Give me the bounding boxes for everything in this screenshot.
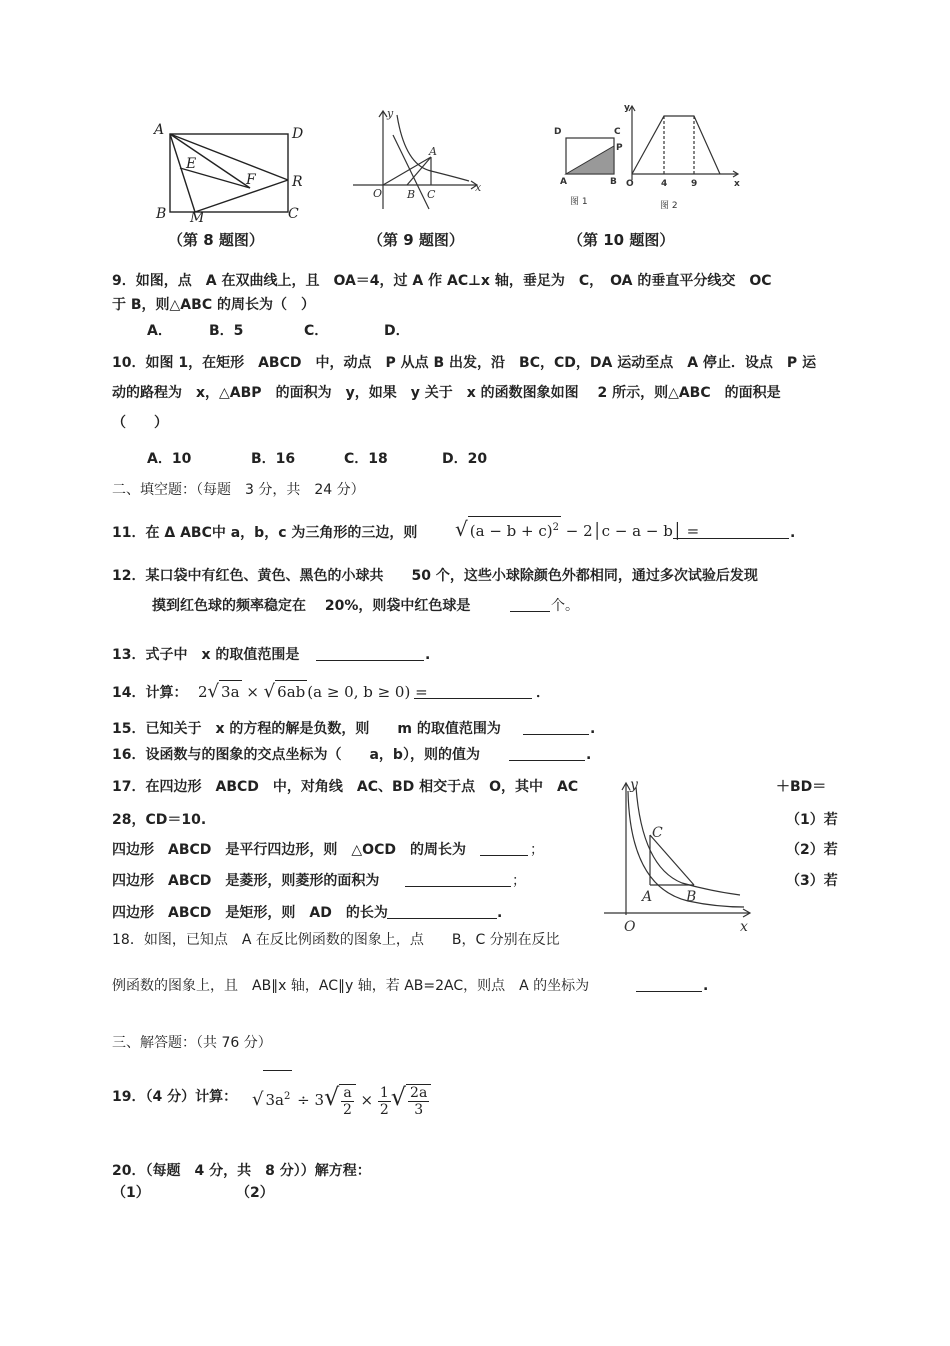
q9-option-b: B．5: [209, 323, 244, 339]
q19-times: ×: [360, 1091, 374, 1109]
q11-radicand: (a − b + c): [469, 522, 553, 540]
figure-10-caption: （第 10 题图）: [568, 231, 675, 249]
q11-tail: − 2│c − a − b│ =: [560, 522, 700, 540]
q19-f1-den: 2: [343, 1102, 352, 1118]
q17-line4-end: ；: [512, 873, 526, 889]
q17-line1-right: ＋BD＝: [776, 779, 827, 795]
q15-blank[interactable]: [523, 720, 589, 740]
q9-option-a: A．: [147, 323, 172, 339]
q9-option-c: C．: [304, 323, 329, 339]
q19-f2-den: 2: [379, 1101, 389, 1118]
q14-cond: (a ≥ 0, b ≥ 0) =: [307, 683, 428, 701]
q17-line2: 28，CD＝10.: [112, 812, 207, 828]
q14-end: ．: [536, 685, 550, 701]
q20-part2: （2）: [236, 1185, 274, 1201]
q19-f3-num: 2a: [410, 1085, 428, 1101]
q12-end: 个。: [551, 598, 579, 614]
q12-blank[interactable]: [510, 597, 550, 617]
q16-blank[interactable]: [509, 746, 585, 766]
figure-8-caption: （第 8 题图）: [168, 231, 264, 249]
sqrt-sign: √: [252, 1089, 264, 1110]
q16-end: .: [586, 747, 592, 763]
q17-blank-3[interactable]: [387, 904, 497, 924]
label-x: x: [475, 181, 482, 194]
label-P: P: [616, 143, 623, 153]
sqrt-sign: √: [207, 681, 220, 702]
q17-line5: 四边形 ABCD 是矩形，则 AD 的长为: [112, 905, 388, 921]
label-O: O: [373, 187, 383, 200]
label-C: C: [427, 188, 436, 201]
q11-sup: 2: [552, 522, 559, 533]
q14-coef: 2: [198, 683, 208, 701]
label-x: x: [740, 919, 748, 935]
q14-r1: 3a: [219, 680, 242, 703]
q17-line4: 四边形 ABCD 是菱形，则菱形的面积为: [112, 873, 380, 889]
figure-9: [345, 105, 485, 215]
section-3-heading: 三、解答题：（共 76 分）: [112, 1035, 272, 1051]
q11-prefix: 11．在 Δ ABC中 a，b，c 为三角形的三边，则: [112, 525, 418, 541]
q10-line2: 动的路程为 x，△ABP 的面积为 y，如果 y 关于 x 的函数图象如图 2 所示，则△ABC 的面积是: [112, 385, 781, 401]
q10-line1: 10．如图 1，在矩形 ABCD 中，动点 P 从点 B 出发，沿 BC，CD，DA 运动至点 A 停止．设点 P 运: [112, 355, 817, 371]
q19-f3-den: 3: [414, 1102, 424, 1118]
q17-line1: 17．在四边形 ABCD 中，对角线 AC、BD 相交于点 O，其中 AC: [112, 779, 579, 795]
q15-end: .: [590, 721, 596, 737]
figure-10: [548, 98, 753, 213]
label-B: B: [407, 188, 416, 201]
label-C: C: [288, 206, 299, 222]
q9-line2: 于 B，则△ABC 的周长为（ ）: [112, 297, 315, 313]
q14-times: ×: [246, 683, 259, 701]
q14-expression: [198, 680, 428, 703]
q11-expression: [455, 516, 699, 542]
label-A: A: [154, 122, 165, 138]
q13-blank[interactable]: [316, 646, 424, 666]
label-y: y: [624, 103, 630, 113]
sqrt-sign: √: [324, 1083, 340, 1111]
q13-end: .: [425, 647, 431, 663]
label-O: O: [626, 179, 634, 189]
label-E: E: [186, 156, 197, 172]
q14-r2: 6ab: [275, 680, 307, 703]
label-A: A: [642, 889, 653, 905]
q9-line1: 9．如图，点 A 在双曲线上，且 OA＝4，过 A 作 AC⊥x 轴，垂足为 C， OA 的垂直平分线交 OC: [112, 273, 772, 289]
q18-blank[interactable]: [636, 977, 702, 997]
label-B: B: [156, 206, 167, 222]
label-A: A: [429, 145, 437, 158]
q10-option-c: C．18: [344, 451, 388, 467]
q10-option-b: B．16: [251, 451, 296, 467]
label-C: C: [652, 825, 663, 841]
sqrt-sign: √: [390, 1083, 407, 1111]
label-y: y: [387, 107, 394, 120]
q17-line5-end: .: [497, 905, 503, 921]
q19-f1-num: a: [343, 1085, 352, 1101]
label-B: B: [686, 889, 697, 905]
q18-end: .: [703, 978, 709, 994]
section-2-heading: 二、填空题：（每题 3 分，共 24 分）: [112, 482, 365, 498]
q17-line3-end: ；: [530, 842, 544, 858]
q17-blank-1[interactable]: [480, 841, 528, 861]
q19-div: ÷ 3: [297, 1091, 325, 1109]
q19-sup: 2: [283, 1091, 291, 1102]
q12-line1: 12．某口袋中有红色、黄色、黑色的小球共 50 个，这些小球除颜色外都相同，通过多次试验后发现: [112, 568, 758, 584]
label-R: R: [292, 174, 303, 190]
figure-18: [598, 775, 758, 935]
q14-blank[interactable]: [414, 684, 532, 704]
label-D: D: [292, 126, 304, 142]
q17-part1-label: （1）若: [786, 812, 838, 828]
q18-line1: 18．如图，已知点 A 在反比例函数的图象上，点 B，C 分别在反比: [112, 932, 560, 948]
q14-prefix: 14．计算：: [112, 685, 188, 701]
q10-option-a: A．10: [147, 451, 192, 467]
figure-9-caption: （第 9 题图）: [368, 231, 464, 249]
q17-blank-2[interactable]: [405, 872, 511, 892]
fig1-label: 图 1: [570, 197, 588, 207]
q19-prefix: 19．（4 分）计算：: [112, 1089, 238, 1105]
q20-part1: （1）: [112, 1185, 150, 1201]
shaded-triangle: [566, 146, 614, 174]
q17-part2-label: （2）若: [786, 842, 838, 858]
q19-f2-num: 1: [379, 1084, 389, 1101]
label-y: y: [630, 777, 638, 793]
tick-9: 9: [691, 179, 698, 189]
q11-blank[interactable]: [673, 524, 789, 544]
q17-part3-label: （3）若: [786, 873, 838, 889]
label-O: O: [624, 919, 636, 935]
label-B: B: [610, 177, 617, 187]
label-D: D: [554, 127, 562, 137]
label-x: x: [734, 179, 740, 189]
q15-text: 15．已知关于 x 的方程的解是负数，则 m 的取值范围为: [112, 721, 501, 737]
label-C: C: [614, 127, 621, 137]
q17-line3: 四边形 ABCD 是平行四边形，则 △OCD 的周长为: [112, 842, 466, 858]
q12-line2: 摸到红色球的频率稳定在 20%，则袋中红色球是: [152, 598, 471, 614]
sqrt-sign: √: [455, 517, 468, 541]
sqrt-sign: √: [263, 681, 276, 702]
label-F: F: [246, 172, 256, 188]
label-A: A: [560, 177, 567, 187]
figure-8: [150, 120, 320, 225]
q10-line3: （ ）: [112, 415, 168, 431]
q13-text: 13．式子中 x 的取值范围是: [112, 647, 300, 663]
fig2-label: 图 2: [660, 201, 678, 211]
q20-line1: 20．（每题 4 分，共 8 分））解方程：: [112, 1163, 371, 1179]
q9-option-d: D．: [384, 323, 410, 339]
q19-r1: 3a: [265, 1091, 284, 1109]
q11-end: .: [790, 525, 796, 541]
q16-text: 16．设函数与的图象的交点坐标为（ a，b），则的值为: [112, 747, 480, 763]
tick-4: 4: [661, 179, 668, 189]
q19-expression: [252, 1070, 431, 1122]
q10-option-d: D．20: [442, 451, 488, 467]
q18-line2: 例函数的图象上，且 AB∥x 轴，AC∥y 轴，若 AB=2AC，则点 A 的坐标为: [112, 978, 590, 994]
label-M: M: [190, 210, 205, 225]
